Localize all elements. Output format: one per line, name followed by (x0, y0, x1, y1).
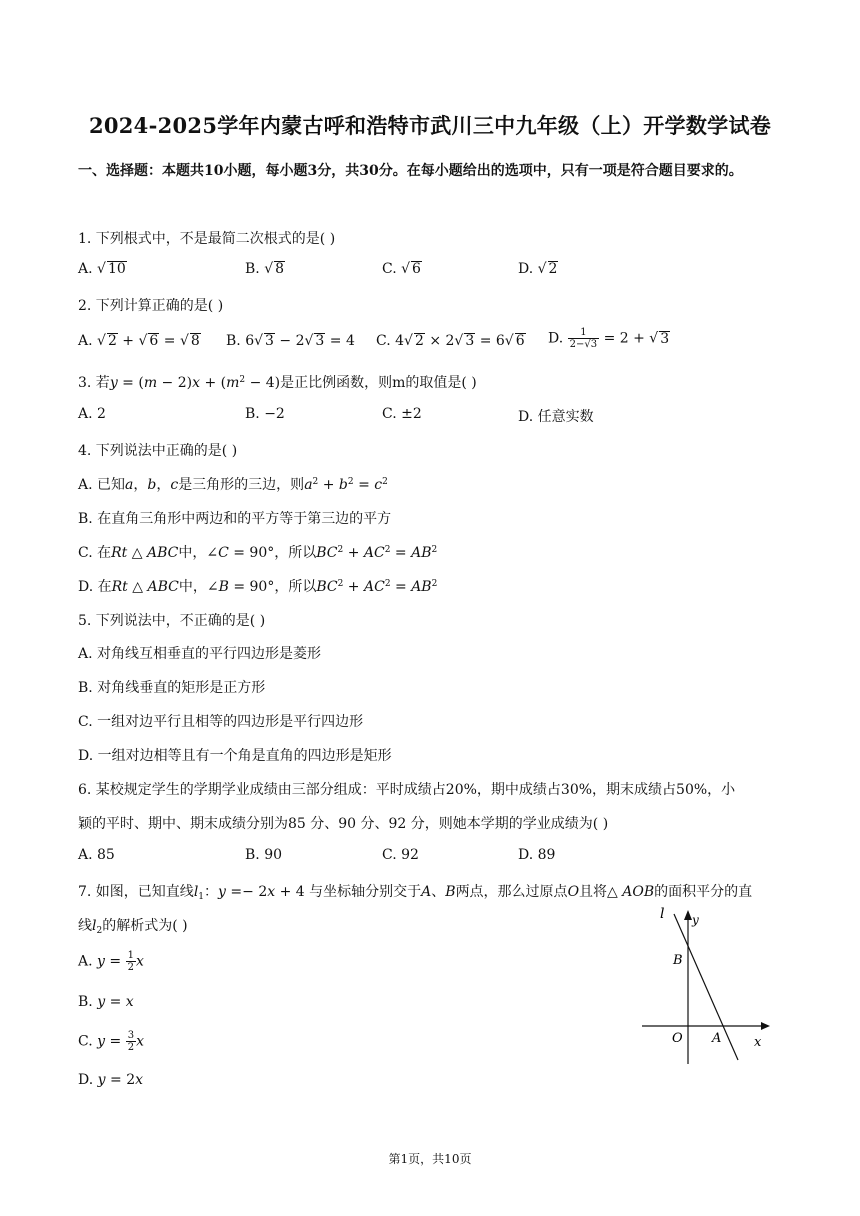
label-b: B (673, 953, 683, 968)
q1-option-d[interactable]: D. √ 2 (518, 261, 558, 277)
q7-option-b[interactable]: B. y = x (78, 994, 134, 1010)
question-7-stem-line1: 7. 如图，已知直线$l_1$：y =− 2x + 4 与坐标轴分别交于A、B两点，那么过原点O且将△ AOB的面积平分的直 (78, 884, 753, 902)
q1-option-c[interactable]: C. √ 6 (382, 261, 421, 277)
q4-option-c[interactable]: C. 在Rt △ ABC中，∠C = 90°，所以$BC^2 + AC^2 = AB^2$ (78, 545, 438, 561)
q7-option-a[interactable]: A. y = $\frac{1}{2}$ x (78, 950, 144, 973)
q6-option-c[interactable]: C. 92 (382, 847, 419, 863)
q5-option-a[interactable]: A. 对角线互相垂直的平行四边形是菱形 (78, 646, 322, 662)
q2-option-a[interactable]: A. √ 2 + √ 6 = √ 8 (78, 333, 200, 349)
question-2-stem: 2. 下列计算正确的是( ) (78, 298, 224, 314)
q5-option-c[interactable]: C. 一组对边平行且相等的四边形是平行四边形 (78, 714, 364, 730)
q2-option-d[interactable]: D. $\frac{1}{2-√3}$ = 2 + √ 3 (548, 327, 670, 350)
q6-option-b[interactable]: B. 90 (245, 847, 283, 863)
q4-option-b[interactable]: B. 在直角三角形中两边和的平方等于第三边的平方 (78, 511, 392, 527)
q3-option-a[interactable]: A. 2 (78, 406, 106, 422)
q4-option-a[interactable]: A. 已知a，b，c是三角形的三边，则$a^2 + b^2 = c^2$ (78, 477, 388, 493)
question-6-stem-line1: 6. 某校规定学生的学期学业成绩由三部分组成：平时成绩占20%，期中成绩占30%，期末成绩占50%，小 (78, 782, 736, 798)
label-y: y (692, 913, 699, 927)
q6-option-d[interactable]: D. 89 (518, 847, 556, 863)
page-footer: 第1页，共10页 (388, 1152, 472, 1166)
q7-option-d[interactable]: D. y = 2x (78, 1072, 144, 1088)
q5-option-b[interactable]: B. 对角线垂直的矩形是正方形 (78, 680, 266, 696)
q3-option-c[interactable]: C. ±2 (382, 406, 422, 422)
q1-option-a[interactable]: A. √ 10 (78, 261, 126, 277)
label-o: O (672, 1031, 683, 1046)
q2-option-c[interactable]: C. 4√ 2 × 2√ 3 = 6√ 6 (376, 333, 525, 349)
q6-option-a[interactable]: A. 85 (78, 847, 115, 863)
question-4-stem: 4. 下列说法中正确的是( ) (78, 443, 238, 459)
q4-option-d[interactable]: D. 在Rt △ ABC中，∠B = 90°，所以$BC^2 + AC^2 = AB^2$ (78, 579, 438, 595)
section-heading: 一、选择题：本题共10小题，每小题3分，共30分。在每小题给出的选项中，只有一项是符合题目要求的。 (78, 163, 743, 179)
question-3-stem: 3. 若$y = (m - 2)x + (m^2 - 4)$是正比例函数，则m的取值是( ) (78, 375, 477, 391)
label-x: x (754, 1035, 762, 1050)
label-l: l (660, 906, 665, 922)
question-5-stem: 5. 下列说法中，不正确的是( ) (78, 613, 266, 629)
q3-option-b[interactable]: B. −2 (245, 406, 285, 422)
page-title: 2024-2025学年内蒙古呼和浩特市武川三中九年级（上）开学数学试卷 (88, 113, 772, 138)
question-6-stem-line2: 颖的平时、期中、期末成绩分别为85 分、90 分、92 分，则她本学期的学业成绩为( ) (78, 816, 609, 832)
line-l (674, 914, 738, 1060)
label-a: A (712, 1031, 722, 1046)
q1-option-b[interactable]: B. √ 8 (245, 261, 285, 277)
question-7-stem-line2: 线$l_2$的解析式为( ) (78, 918, 188, 936)
q5-option-d[interactable]: D. 一组对边相等且有一个角是直角的四边形是矩形 (78, 748, 392, 764)
x-axis-arrow (761, 1022, 770, 1030)
y-axis-arrow (684, 910, 692, 920)
question-1-stem: 1. 下列根式中，不是最简二次根式的是( ) (78, 231, 336, 247)
q3-option-d[interactable]: D. 任意实数 (518, 409, 594, 425)
q7-option-c[interactable]: C. y = $\frac{3}{2}$ x (78, 1030, 144, 1053)
q7-figure (640, 902, 780, 1072)
q2-option-b[interactable]: B. 6√ 3 − 2√ 3 = 4 (226, 333, 355, 349)
